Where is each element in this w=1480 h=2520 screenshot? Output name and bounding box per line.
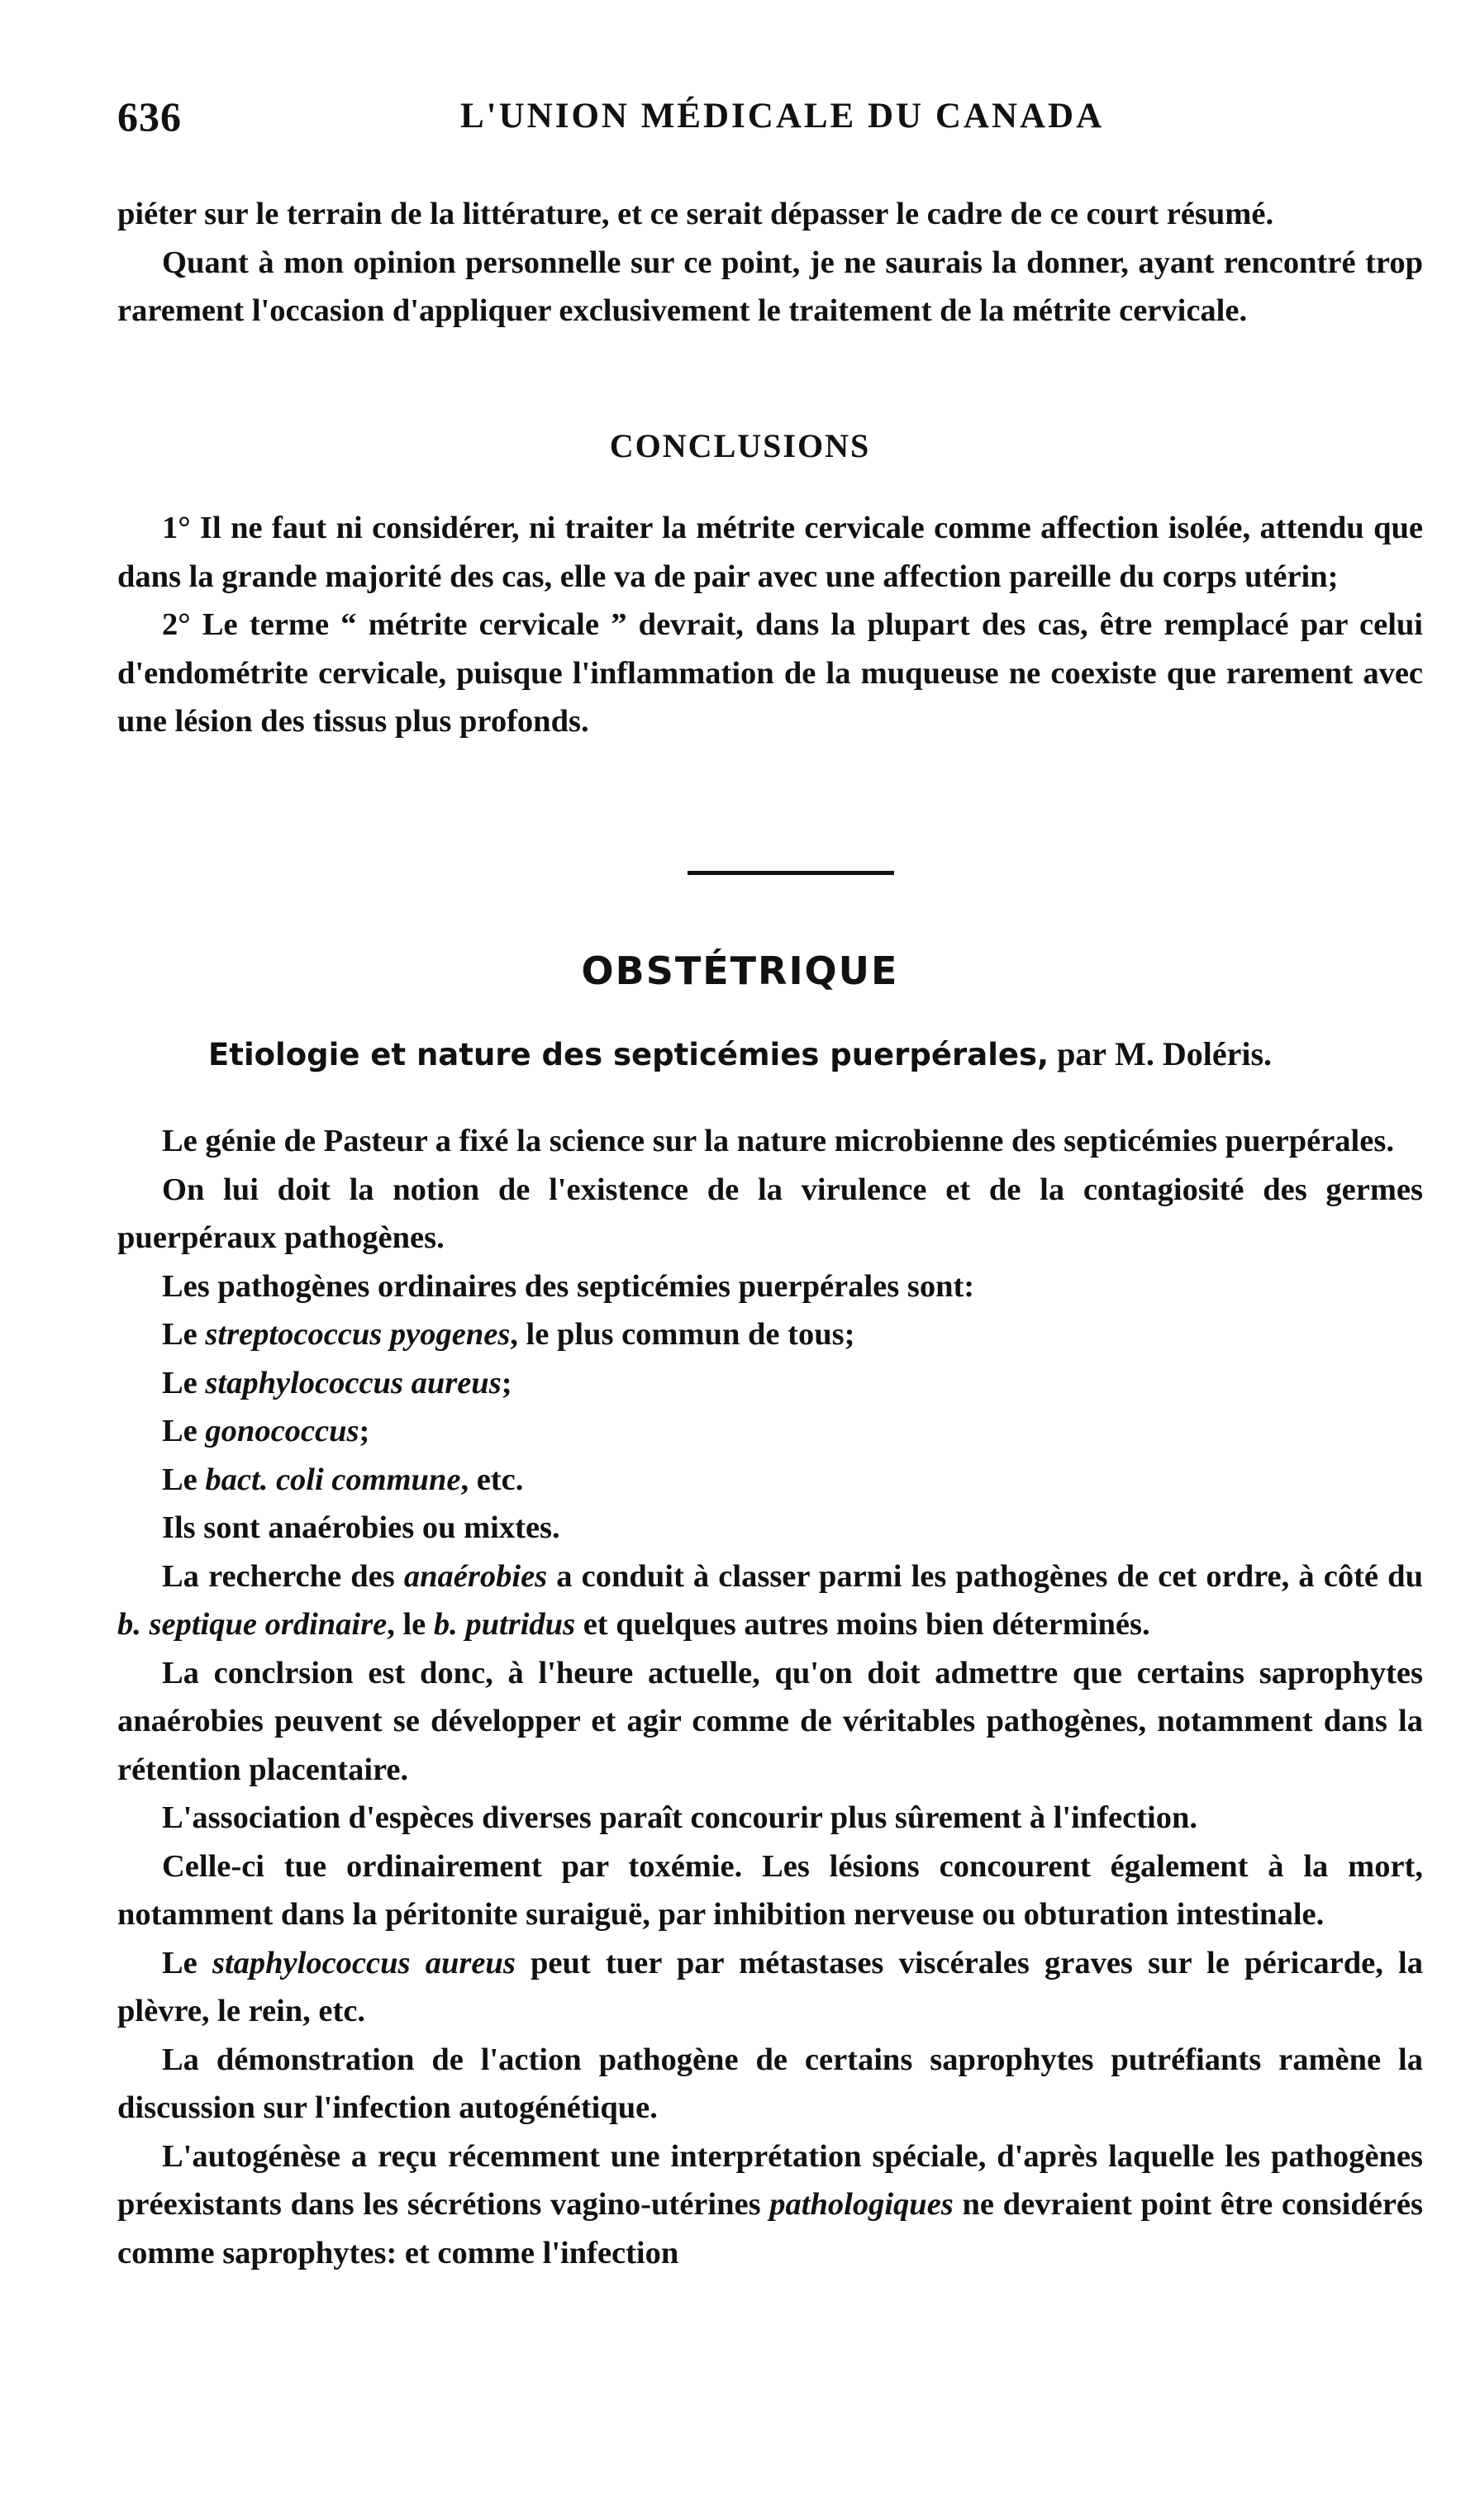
running-title: L'UNION MÉDICALE DU CANADA [460, 97, 1105, 136]
pathogen-item [117, 1456, 1423, 1505]
text-run: ne devraient point être considérés comme saprophytes: et comme l'infection [117, 2187, 1423, 2270]
pathogen-name: staphylococcus aureus [205, 1365, 502, 1400]
body-paragraph: La démonstration de l'action pathogène de certains saprophytes putréfiants ramène la discussion sur l'infection autogénétique. [117, 2042, 1423, 2125]
article-title [0, 1034, 1480, 1073]
pathogen-suffix: , le plus commun de tous; [510, 1317, 855, 1352]
body-paragraph: L'association d'espèces diverses paraît concourir plus sûrement à l'infection. [162, 1800, 1197, 1835]
article-by: par [1057, 1035, 1107, 1072]
text-run: La recherche des [162, 1558, 404, 1594]
body-paragraph [117, 1552, 1423, 1649]
body-paragraph: Les pathogènes ordinaires des septicémies puerpérales sont: [162, 1268, 975, 1304]
body-paragraph [117, 2132, 1423, 2278]
text-run: peut tuer par métastases viscérales graves sur le péricarde, la plèvre, le rein, etc. [117, 1945, 1424, 2028]
intro-paragraph: Quant à mon opinion personnelle sur ce point, je ne saurais la donner, ayant rencontré trop rarement l'occasion d'appliquer exclusivement le traitement de la métrite cervicale. [117, 245, 1423, 328]
text-run: et quelques autres moins bien déterminés. [575, 1607, 1150, 1642]
article-body [117, 1117, 1423, 2277]
conclusions-list [117, 504, 1423, 746]
text-run: L'autogénèse a reçu récemment une interprétation spéciale, d'après laquelle les pathogènes préexistants dans les sécrétions vagino-utérines [117, 2138, 1423, 2222]
body-paragraph [117, 1939, 1423, 2036]
pathogen-suffix: ; [501, 1365, 512, 1400]
pathogen-item [117, 1310, 1423, 1359]
pathogen-item [117, 1359, 1423, 1408]
page-number: 636 [117, 93, 182, 140]
text-run: , le [387, 1607, 434, 1642]
body-paragraph: Ils sont anaérobies ou mixtes. [162, 1510, 560, 1545]
pathogen-name: streptococcus pyogenes [205, 1317, 511, 1352]
conclusions-title: CONCLUSIONS [609, 427, 871, 464]
body-paragraph: Celle-ci tue ordinairement par toxémie. Les lésions concourent également à la mort, notamment dans la péritonite suraiguë, par inhibition nerveuse ou obturation intestinale. [117, 1848, 1423, 1932]
pathogen-name: gonococcus [205, 1414, 359, 1448]
italic-term: anaérobies [403, 1558, 548, 1594]
body-paragraph: Le génie de Pasteur a fixé la science sur la nature microbienne des septicémies puerpérales. [162, 1124, 1394, 1158]
section-divider [688, 871, 894, 875]
text-run: a conduit à classer parmi les pathogènes de cet ordre, à côté du [547, 1558, 1423, 1594]
italic-term: b. septique ordinaire [117, 1607, 388, 1642]
body-paragraph: On lui doit la notion de l'existence de la virulence et de la contagiosité des germes puerpéraux pathogènes. [117, 1172, 1423, 1255]
pathogen-name: bact. coli commune [205, 1462, 461, 1497]
pathogen-suffix: ; [359, 1414, 370, 1448]
italic-term: b. putridus [433, 1607, 576, 1642]
italic-term: pathologiques [769, 2187, 954, 2222]
article-author: M. Doléris. [1115, 1035, 1273, 1072]
article-title-text: Etiologie et nature des septicémies puerpérales, [207, 1037, 1049, 1072]
conclusion-item: 1° Il ne faut ni considérer, ni traiter la métrite cervicale comme affection isolée, attendu que dans la grande majorité des cas, elle va de pair avec une affection pareille du corps utérin; [117, 511, 1423, 594]
pathogen-prefix: Le [162, 1317, 206, 1352]
text-run: Le [162, 1945, 212, 1980]
pathogen-prefix: Le [162, 1365, 206, 1400]
pathogen-prefix: Le [162, 1462, 206, 1497]
pathogen-item [117, 1407, 1423, 1456]
italic-term: staphylococcus aureus [212, 1945, 516, 1980]
pathogen-prefix: Le [162, 1414, 206, 1448]
page-header [117, 93, 1406, 142]
section-heading: OBSTÉTRIQUE [581, 949, 899, 993]
intro-paragraph: piéter sur le terrain de la littérature, et ce serait dépasser le cadre de ce court résumé. [117, 197, 1274, 231]
intro-text [117, 190, 1423, 335]
body-paragraph: La conclrsion est donc, à l'heure actuelle, qu'on doit admettre que certains saprophytes anaérobies peuvent se développer et agir comme de véritables pathogènes, notamment dans la rétention placentaire. [117, 1655, 1423, 1787]
pathogen-suffix: , etc. [460, 1462, 524, 1497]
conclusion-item: 2° Le terme “ métrite cervicale ” devrait, dans la plupart des cas, être remplacé par celui d'endométrite cervicale, puisque l'inflammation de la muqueuse ne coexiste que rarement avec une lésion des tissus plus profonds. [117, 607, 1423, 739]
